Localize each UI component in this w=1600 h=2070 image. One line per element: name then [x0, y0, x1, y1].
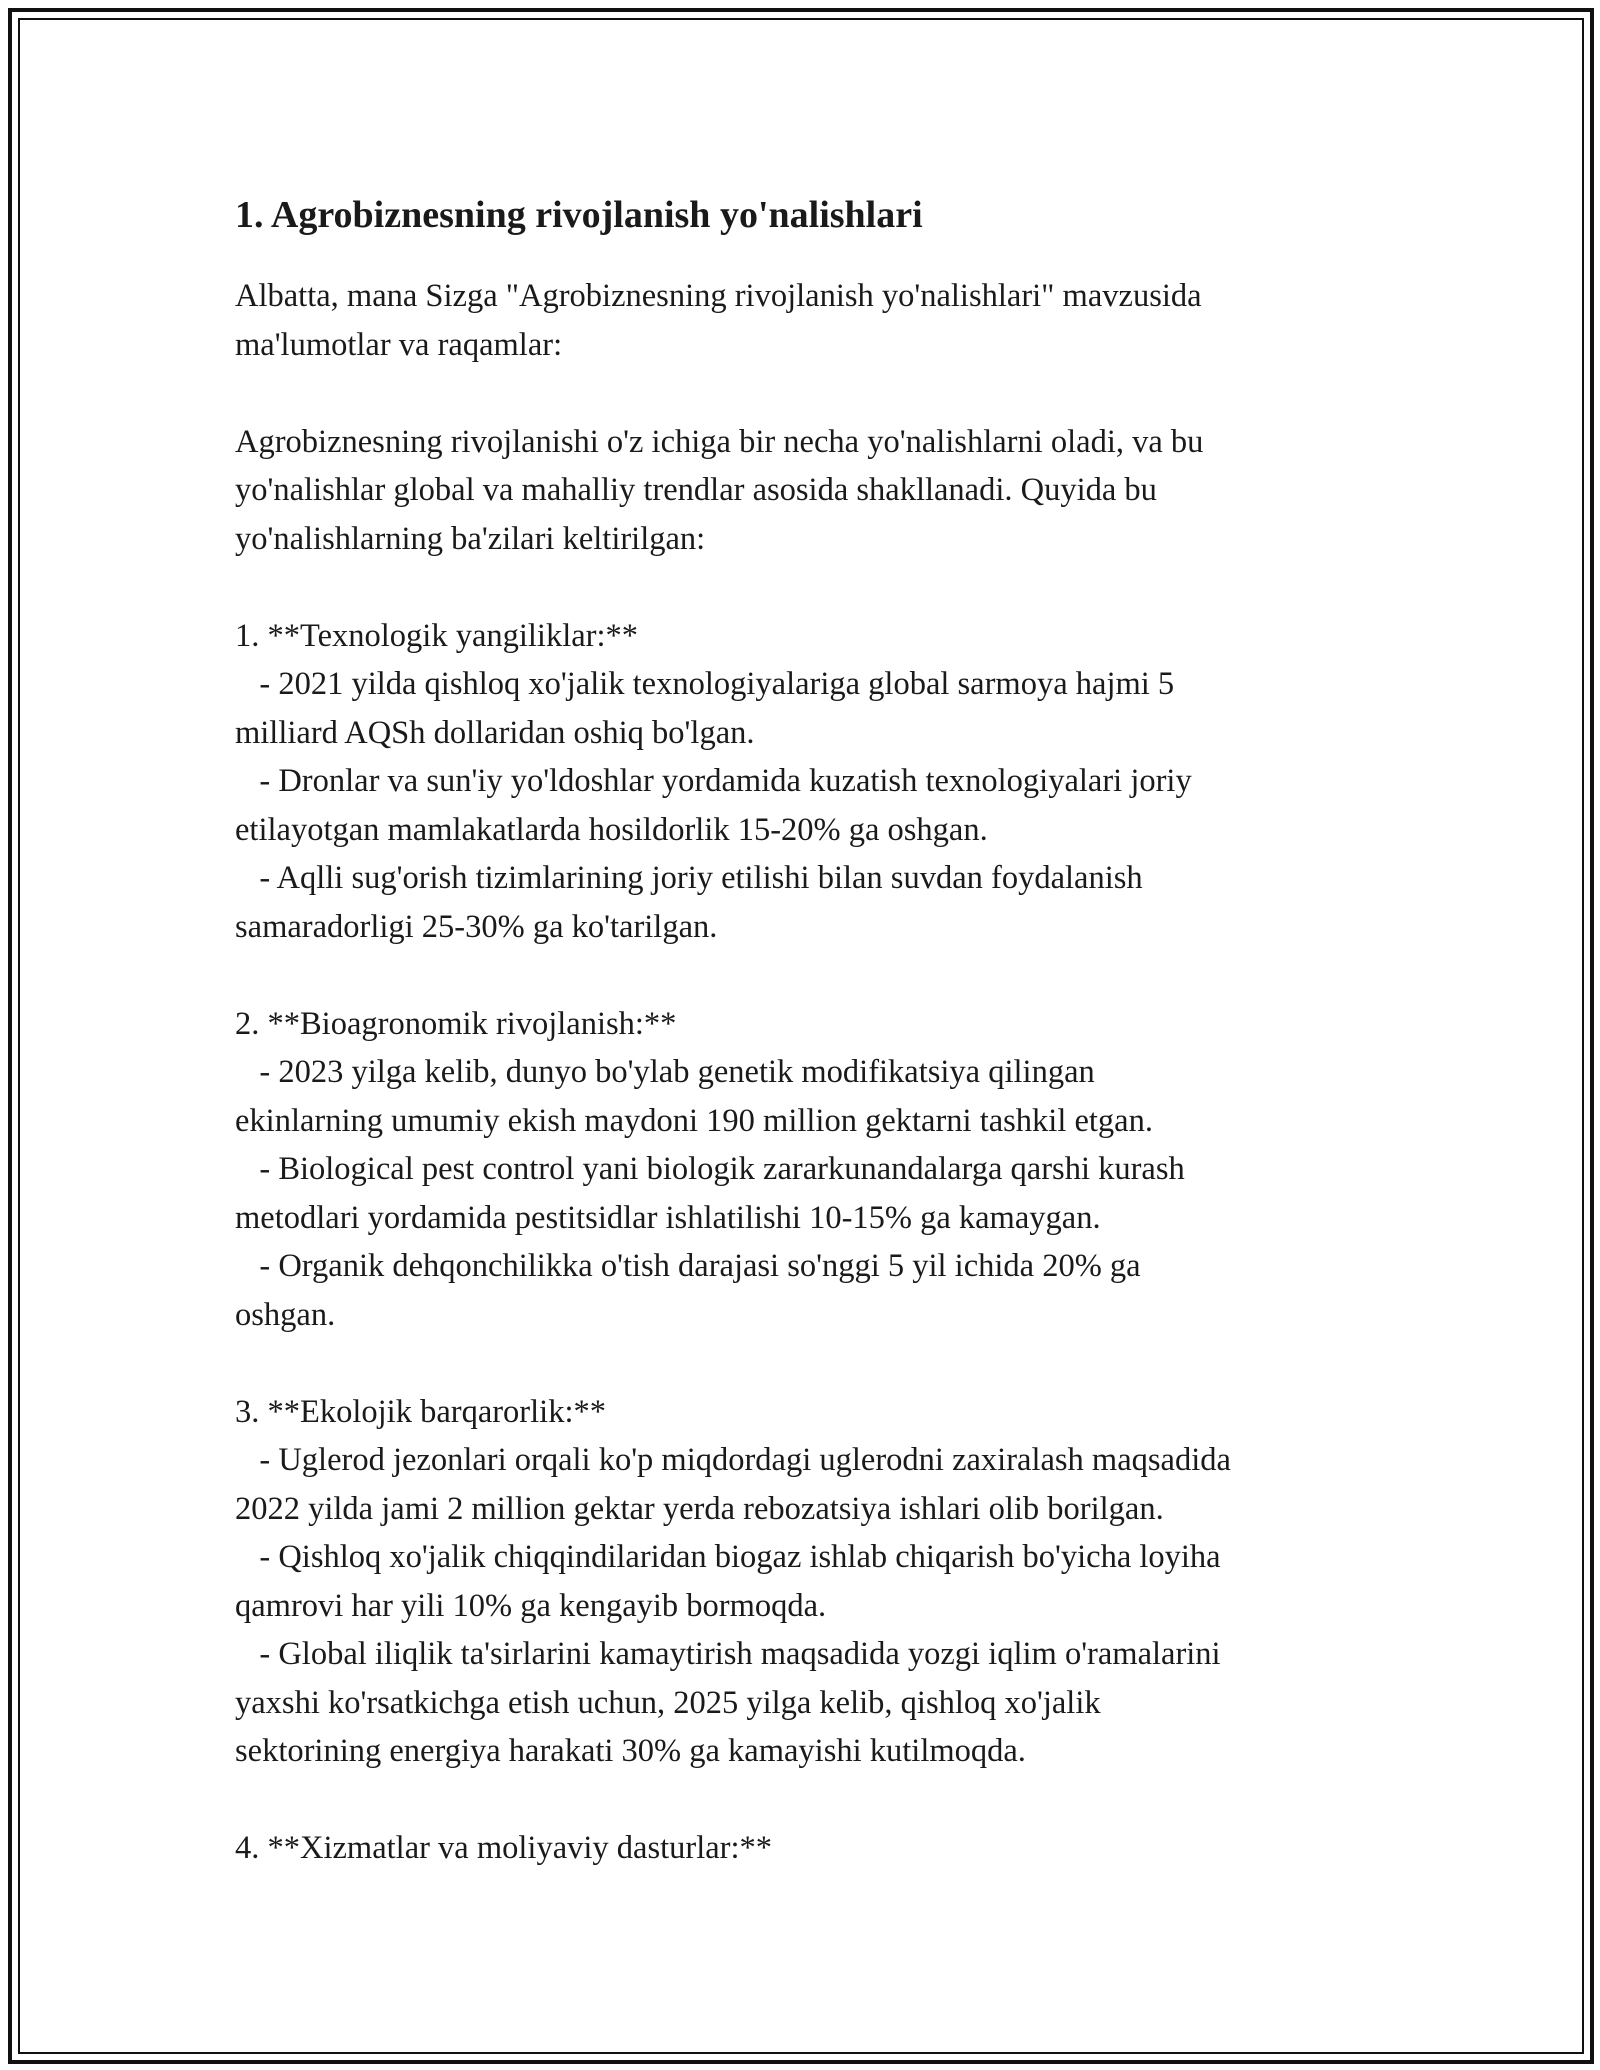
list-item: - 2023 yilga kelib, dunyo bo'ylab genetik modifikatsiya qilingan ekinlarning umumiy ekish maydoni 190 million gektarni tashkil etgan.: [235, 1054, 1153, 1139]
list-item: - Dronlar va sun'iy yo'ldoshlar yordamida kuzatish texnologiyalari joriy etilayotgan mamlakatlarda hosildorlik 15-20% ga oshgan.: [235, 763, 1192, 848]
list-item: - Aqlli sug'orish tizimlarining joriy etilishi bilan suvdan foydalanish samaradorligi 25-30% ga ko'tarilgan.: [235, 860, 1143, 945]
section-heading: 1. **Texnologik yangiliklar:**: [235, 617, 639, 654]
section-heading: 4. **Xizmatlar va moliyaviy dasturlar:**: [235, 1830, 773, 1866]
list-item: - Organik dehqonchilikka o'tish darajasi so'nggi 5 yil ichida 20% ga oshgan.: [235, 1248, 1141, 1333]
section-heading: 3. **Ekolojik barqarorlik:**: [235, 1393, 606, 1430]
paragraph-spacer: [235, 1339, 1415, 1388]
document-title: 1. Agrobiznesning rivojlanish yo'nalishlari: [235, 194, 923, 236]
overview-paragraph: Agrobiznesning rivojlanishi o'z ichiga bir necha yo'nalishlarni oladi, va bu yo'nalishlar global va mahalliy trendlar asosida shakllanadi. Quyida bu yo'nalishlarning ba'zilari keltirilgan:: [235, 423, 1204, 557]
paragraph-spacer: [235, 369, 1415, 418]
section-ecology: [235, 1388, 1415, 1776]
section-services: [235, 1824, 1415, 1873]
section-bioagronomic: [235, 1000, 1415, 1340]
intro-paragraph: Albatta, mana Sizga "Agrobiznesning rivojlanish yo'nalishlari" mavzusida ma'lumotlar va raqamlar:: [235, 278, 1202, 363]
list-item: - Global iliqlik ta'sirlarini kamaytirish maqsadida yozgi iqlim o'ramalarini yaxshi ko'rsatkichga etish uchun, 2025 yilga kelib, qishloq xo'jalik sektorining energiya harakati 30% ga kamayishi kutilmoqda.: [235, 1636, 1221, 1769]
paragraph-spacer: [235, 951, 1415, 1000]
paragraph-spacer: [235, 1776, 1415, 1825]
list-item: - Biological pest control yani biologik zararkunandalarga qarshi kurash metodlari yordamida pestitsidlar ishlatilishi 10-15% ga kamaygan.: [235, 1151, 1185, 1236]
document-body: [235, 182, 1415, 1873]
section-heading: 2. **Bioagronomik rivojlanish:**: [235, 1005, 677, 1042]
list-item: - Uglerod jezonlari orqali ko'p miqdordagi uglerodni zaxiralash maqsadida 2022 yilda jami 2 million gektar yerda rebozatsiya ishlari olib borilgan.: [235, 1442, 1231, 1527]
section-technology: [235, 612, 1415, 952]
list-item: - 2021 yilda qishloq xo'jalik texnologiyalariga global sarmoya hajmi 5 milliard AQSh dollaridan oshiq bo'lgan.: [235, 666, 1175, 751]
paragraph-spacer: [235, 563, 1415, 612]
list-item: - Qishloq xo'jalik chiqqindilaridan biogaz ishlab chiqarish bo'yicha loyiha qamrovi har yili 10% ga kengayib bormoqda.: [235, 1539, 1221, 1624]
